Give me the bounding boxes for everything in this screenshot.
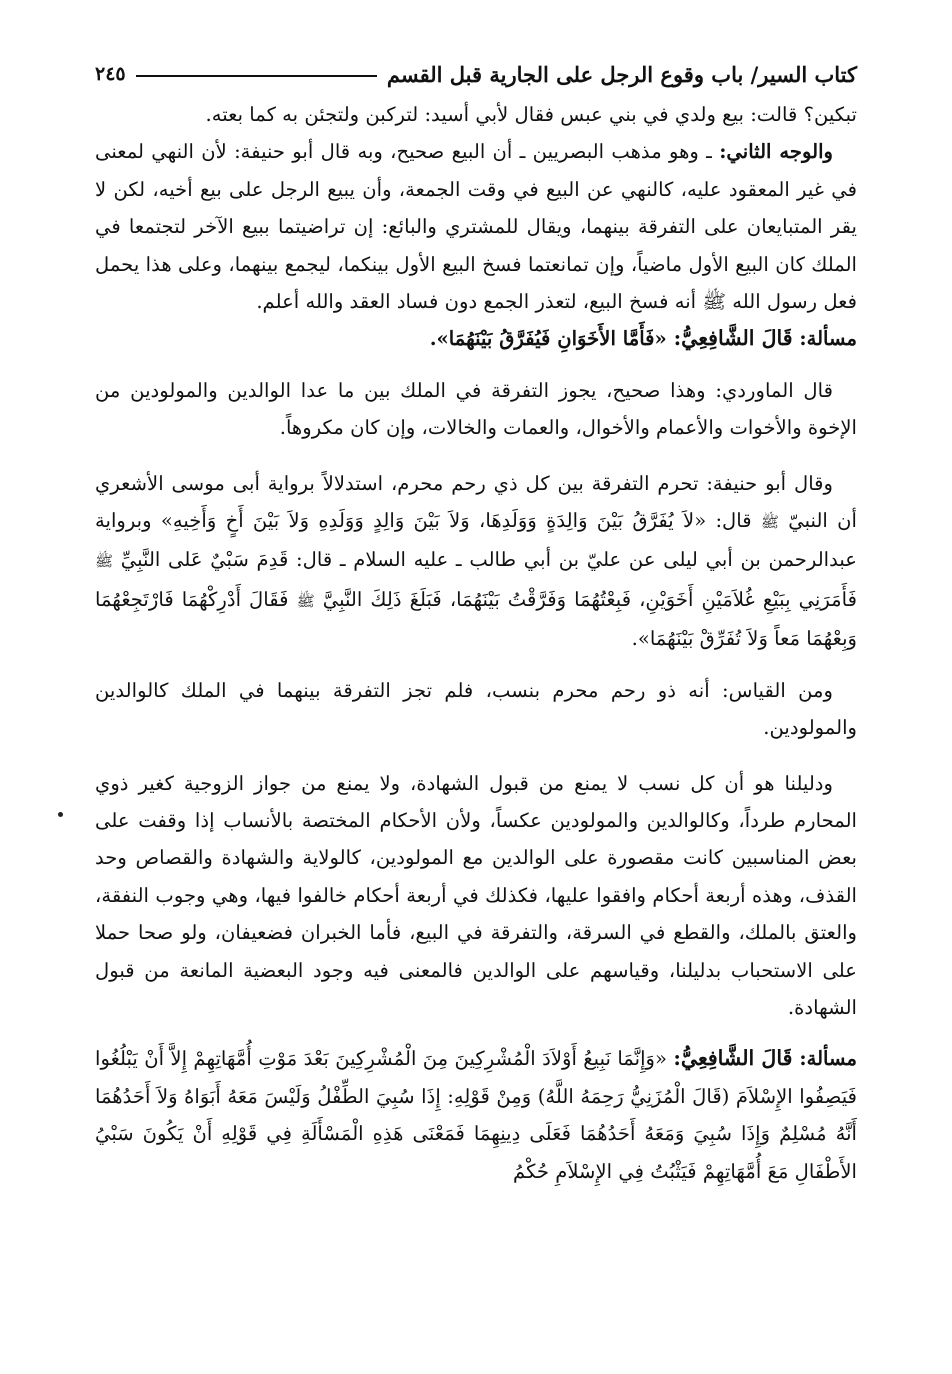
paragraph-4-part-a: وقال أبو حنيفة: تحرم التفرقة بين كل ذي رحم محرم، استدلالاً برواية أبى موسى الأشعري أن النبيّ bbox=[95, 471, 857, 533]
masala-1-label: مسألة: bbox=[792, 327, 857, 351]
masala-2 bbox=[95, 1040, 857, 1190]
book-page bbox=[95, 56, 857, 1356]
paragraph-6: ودليلنا هو أن كل نسب لا يمنع من قبول الشهادة، ولا يمنع من جواز الزوجية كغير ذوي المحارم طرداً، وكالوالدين والمولودين عكساً، ولأن الأحكام المختصة بالأنساب إذا وقفت على بعض المناسبين كانت مقصورة على الوالدين مع المولودين، كالولاية والشهادة والقصاص وحد القذف، وهذه أربعة أحكام وافقوا عليها، فكذلك في أربعة أحكام خالفوا فيها، وهي وجوب النفقة، والعتق بالملك، والقطع في السرقة، والتفرقة في البيع، فأما الخبران فضعيفان، ولو صحا حملا على الاستحباب بدليلنا، وقياسهم على الوالدين فالمعنى فيه وجود البعضية المانعة من قبول الشهادة. bbox=[95, 771, 857, 1019]
paragraph-2-text: ـ وهو مذهب البصريين ـ أن البيع صحيح، وبه قال أبو حنيفة: لأن النهي لمعنى في غير المعقود عليه، كالنهي عن البيع في وقت الجمعة، وأن يبيع الرجل على بيع أخيه، لكن لا يقر المتبايعان على التفرقة بينهما، ويقال للمشتري والبائع: إن تراضيتما ببيع الآخر لتجتمعا في الملك كان البيع الأول ماضياً، وإن تمانعتما فسخ البيع الأول بينكما، ليجمع بينهما، وعلى هذا يحمل فعل رسول الله ﷺ أنه فسخ البيع، لتعذر الجمع دون فساد العقد والله أعلم. bbox=[95, 140, 857, 314]
salla-symbol: ﷺ bbox=[296, 591, 315, 610]
paragraph-1: تبكين؟ قالت: بيع ولدي في بني عبس فقال لأبي أسيد: لتركبن ولتجئن به كما بعته. bbox=[205, 103, 857, 126]
page-number: ٢٤٥ bbox=[95, 63, 126, 85]
salla-symbol: ﷺ bbox=[760, 513, 780, 532]
second-view-label: والوجه الثاني: bbox=[719, 140, 833, 164]
paragraph-4-part-c: فَأَمَرَنِي بِبَيْعِ غُلاَمَيْنِ أَخَوَيْنِ، فَبِعْتُهُمَا وَفَرَّقْتُ بَيْنَهُمَا، فَبَلَغَ ذَلِكَ النَّبِيَّ bbox=[314, 587, 857, 611]
salla-symbol: ﷺ bbox=[95, 552, 114, 571]
masala-2-quote: «وَإِنَّمَا نَبِيعُ أَوْلاَدَ الْمُشْرِكِينَ مِنَ الْمُشْرِكِينَ بَعْدَ مَوْتِ أُمَّهَاتِهِمْ إِلاَّ أَنْ يَبْلُغُوا فَيَصِفُوا الإِسْلاَمَ (قَالَ الْمُزَنِيُّ رَحِمَهُ اللَّهُ) وَمِنْ قَوْلِهِ: إِذَا سُبِيَ الطِّفْلُ وَلَيْسَ مَعَهُ أَبَوَاهُ وَلاَ أَحَدُهُمَا أَنَّهُ مُسْلِمٌ وَإِذَا سُبِيَ وَمَعَهُ أَحَدُهُمَا فَعَلَى دِينِهِمَا فَمَعْنَى هَذِهِ الْمَسْأَلَةِ فِي قَوْلِهِ أَنْ يَكُونَ سَبْيُ الأَطْفَالِ مَعَ أُمَّهَاتِهِمْ فَيَثْبُتُ فِي الإِسْلاَمِ حُكْمُ bbox=[95, 1047, 857, 1183]
paragraph-3: قال الماوردي: وهذا صحيح، يجوز التفرقة في الملك بين ما عدا الوالدين والمولودين من الإخوة والأخوات والأعمام والأخوال، والعمات والخالات، وإن كان مكروهاً. bbox=[95, 378, 857, 440]
paragraph-4-part-b: قال: «لاَ يُفَرَّقُ بَيْنَ وَالِدَةٍ وَوَلَدِهَا، وَلاَ بَيْنَ وَالِدٍ وَوَلَدِهِ وَلاَ بَيْنَ أَخٍ وَأَخِيهِ» وبرواية عبدالرحمن بن أبي ليلى عن عليّ بن أبي طالب ـ عليه السلام ـ قال: قَدِمَ سَبْيٌ عَلى النَّبِيِّ bbox=[95, 509, 857, 572]
masala-1-quote: «فَأَمَّا الأَخَوَانِ فَيُفَرَّقُ بَيْنَهُمَا». bbox=[429, 327, 674, 351]
header-rule bbox=[136, 75, 377, 77]
masala-2-label: مسألة: bbox=[792, 1047, 857, 1071]
masala-1-shafii: قَالَ الشَّافِعِيُّ: bbox=[673, 326, 793, 351]
header-title: كتاب السير/ باب وقوع الرجل على الجارية قبل القسم bbox=[386, 61, 857, 87]
masala-2-shafii: قَالَ الشَّافِعِيُّ: bbox=[673, 1046, 793, 1071]
paragraph-5: ومن القياس: أنه ذو رحم محرم بنسب، فلم تجز التفرقة بينهما في الملك كالوالدين والمولودين. bbox=[95, 678, 857, 740]
paragraph-4-part-d: فَقَالَ أَدْرِكْهُمَا فَارْتَجِعْهُمَا وَبِعْهُمَا مَعاً وَلاَ تُفَرِّقْ بَيْنَهُمَا». bbox=[95, 587, 857, 651]
page-body bbox=[95, 96, 857, 1190]
masala-1 bbox=[95, 320, 857, 357]
paragraph-2 bbox=[95, 133, 857, 320]
scan-speck bbox=[58, 812, 63, 817]
running-header bbox=[95, 56, 857, 92]
paragraph-4 bbox=[95, 465, 857, 658]
